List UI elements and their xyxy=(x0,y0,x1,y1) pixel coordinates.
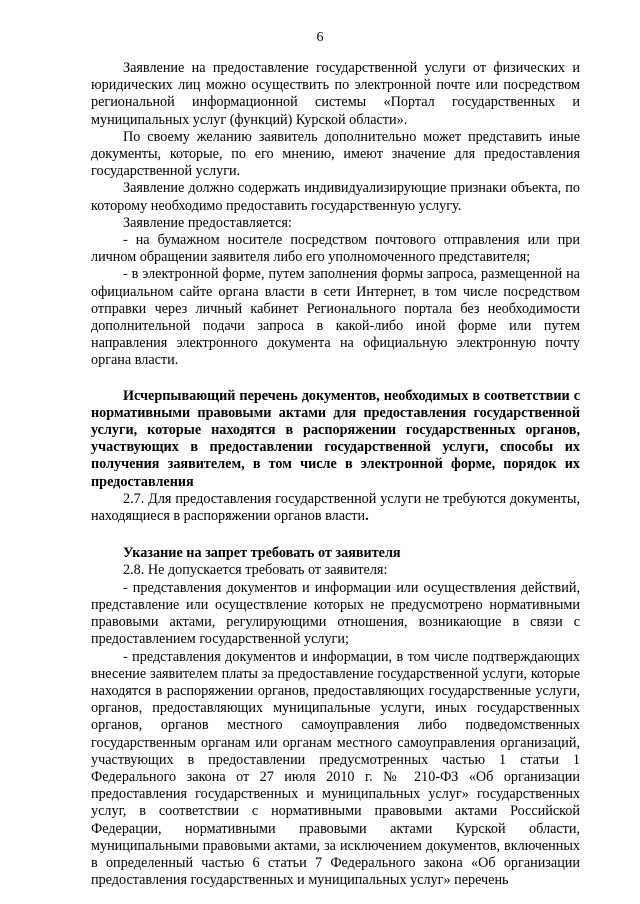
list-item-electronic-form: - в электронной форме, путем заполнения формы запроса, размещенной на официальном сайте органа власти в сети Интернет, в том числе посредством отправки через личный кабинет Регионального портала без необходимости дополнительной подачи запроса в какой-либо иной форме или путем направления электронного документа на официальную электронную почту органа власти. xyxy=(91,266,580,369)
paragraph-object-attributes: Заявление должно содержать индивидуализирующие признаки объекта, по которому необходимо предоставить государственную услугу. xyxy=(91,180,580,214)
paragraph-2-7 xyxy=(91,491,580,525)
paragraph-2-8-intro: 2.8. Не допускается требовать от заявителя: xyxy=(123,562,388,579)
section-heading-prohibition: Указание на запрет требовать от заявителя xyxy=(123,545,401,562)
section-heading-documents-list: Исчерпывающий перечень документов, необходимых в соответствии с нормативными правовыми актами для предоставления государственной услуги, которые находятся в распоряжении государственных органов, участвующих в предоставлении государственной услуги, способы их получения заявителем, в том числе в электронной форме, порядок их предоставления xyxy=(91,387,580,490)
paragraph-application-channels: Заявление на предоставление государственной услуги от физических и юридических лиц можно осуществить по электронной почте или посредством региональной информационной системы «Портал государственных и муниципальных услуг (функций) Курской области». xyxy=(91,60,580,128)
list-item-prohibited-documents: - представления документов и информации, в том числе подтверждающих внесение заявителем платы за предоставление государственной услуги, которые находятся в распоряжении органов, предоставляющих государственные услуги, органов, предоставляющих муниципальные услуги, иных государственных органов, органов местного самоуправления либо подведомственных государственным органам или органам местного самоуправления организаций, участвующих в предоставлении предусмотренных частью 1 статьи 1 Федерального закона от 27 июля 2010 г. № 210-ФЗ «Об организации предоставления государственных и муниципальных услуг» государственных услуг, в соответствии с нормативными правовыми актами Российской Федерации, нормативными правовыми актами Курской области, муниципальными правовыми актами, за исключением документов, включенных в определенный частью 6 статьи 7 Федерального закона «Об организации предоставления государственных и муниципальных услуг» перечень xyxy=(91,648,580,889)
list-item-prohibited-actions: - представления документов и информации или осуществления действий, представление или осуществление которых не предусмотрено нормативными правовыми актами, регулирующими отношения, возникающие в связи с предоставлением государственной услуги; xyxy=(91,579,580,648)
paragraph-2-7-text: 2.7. Для предоставления государственной услуги не требуются документы, находящиеся в распоряжении органов власти xyxy=(91,490,580,525)
paragraph-2-7-end: . xyxy=(365,508,369,525)
document-body xyxy=(91,60,580,889)
paragraph-submission-intro: Заявление предоставляется: xyxy=(123,214,292,231)
list-item-paper-form: - на бумажном носителе посредством почтового отправления или при личном обращении заявителя либо его уполномоченного представителя; xyxy=(91,232,580,266)
paragraph-additional-documents: По своему желанию заявитель дополнительно может представить иные документы, которые, по его мнению, имеют значение для предоставления государственной услуги. xyxy=(91,128,580,180)
page-number: 6 xyxy=(316,30,324,45)
